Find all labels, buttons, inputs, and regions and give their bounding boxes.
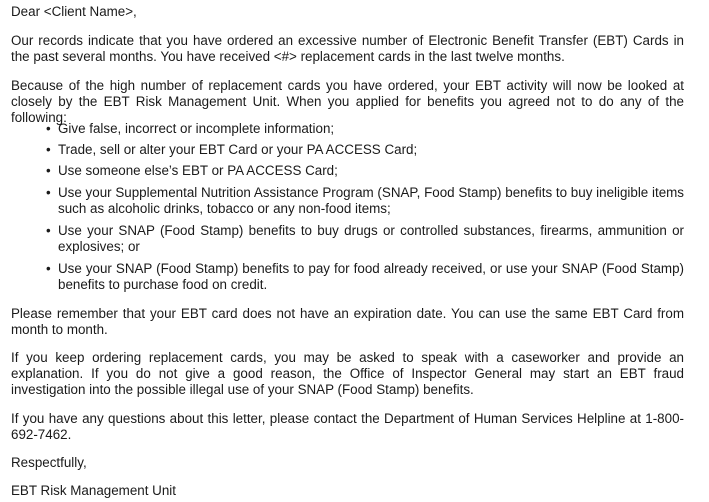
salutation: Dear <Client Name>, xyxy=(11,4,137,19)
bullet-icon: • xyxy=(46,163,51,178)
paragraph-risk-management: Because of the high number of replacement cards you have ordered, your EBT activity will now be looked at closely by the EBT Risk Management Unit. When you applied for benefits you agreed not to do any of the following: xyxy=(11,78,684,125)
paragraph-contact: If you have any questions about this letter, please contact the Department of Human Services Helpline at 1-800-692-7462. xyxy=(11,411,684,442)
list-item-text: Trade, sell or alter your EBT Card or your PA ACCESS Card; xyxy=(58,142,418,157)
list-item-text: Use your SNAP (Food Stamp) benefits to buy drugs or controlled substances, firearms, ammunition or explosives; or xyxy=(58,223,684,254)
list-item xyxy=(46,185,684,217)
bullet-icon: • xyxy=(46,223,51,238)
list-item-text: Use your Supplemental Nutrition Assistance Program (SNAP, Food Stamp) benefits to buy ineligible items such as alcoholic drinks, tobacco or any non-food items; xyxy=(58,185,684,216)
list-item xyxy=(46,223,684,255)
closing: Respectfully, xyxy=(11,455,87,470)
bullet-icon: • xyxy=(46,142,51,157)
list-item-text: Give false, incorrect or incomplete information; xyxy=(58,121,335,136)
bullet-icon: • xyxy=(46,261,51,276)
signature: EBT Risk Management Unit xyxy=(11,483,176,498)
list-item xyxy=(46,121,684,137)
list-item-text: Use someone else’s EBT or PA ACCESS Card; xyxy=(58,163,338,178)
list-item xyxy=(46,163,684,179)
list-item xyxy=(46,261,684,293)
paragraph-excessive-orders: Our records indicate that you have ordered an excessive number of Electronic Benefit Transfer (EBT) Cards in the past several months. You have received <#> replacement cards in the last twelve months. xyxy=(11,33,684,64)
list-item-text: Use your SNAP (Food Stamp) benefits to pay for food already received, or use your SNAP (Food Stamp) benefits to purchase food on credit. xyxy=(58,261,684,292)
bullet-icon: • xyxy=(46,121,51,136)
paragraph-expiration: Please remember that your EBT card does not have an expiration date. You can use the same EBT Card from month to month. xyxy=(11,306,684,337)
bullet-icon: • xyxy=(46,185,51,200)
list-item xyxy=(46,142,684,158)
paragraph-investigation: If you keep ordering replacement cards, you may be asked to speak with a caseworker and provide an explanation. If you do not give a good reason, the Office of Inspector General may start an EBT fraud investigation into the possible illegal use of your SNAP (Food Stamp) benefits. xyxy=(11,350,684,397)
